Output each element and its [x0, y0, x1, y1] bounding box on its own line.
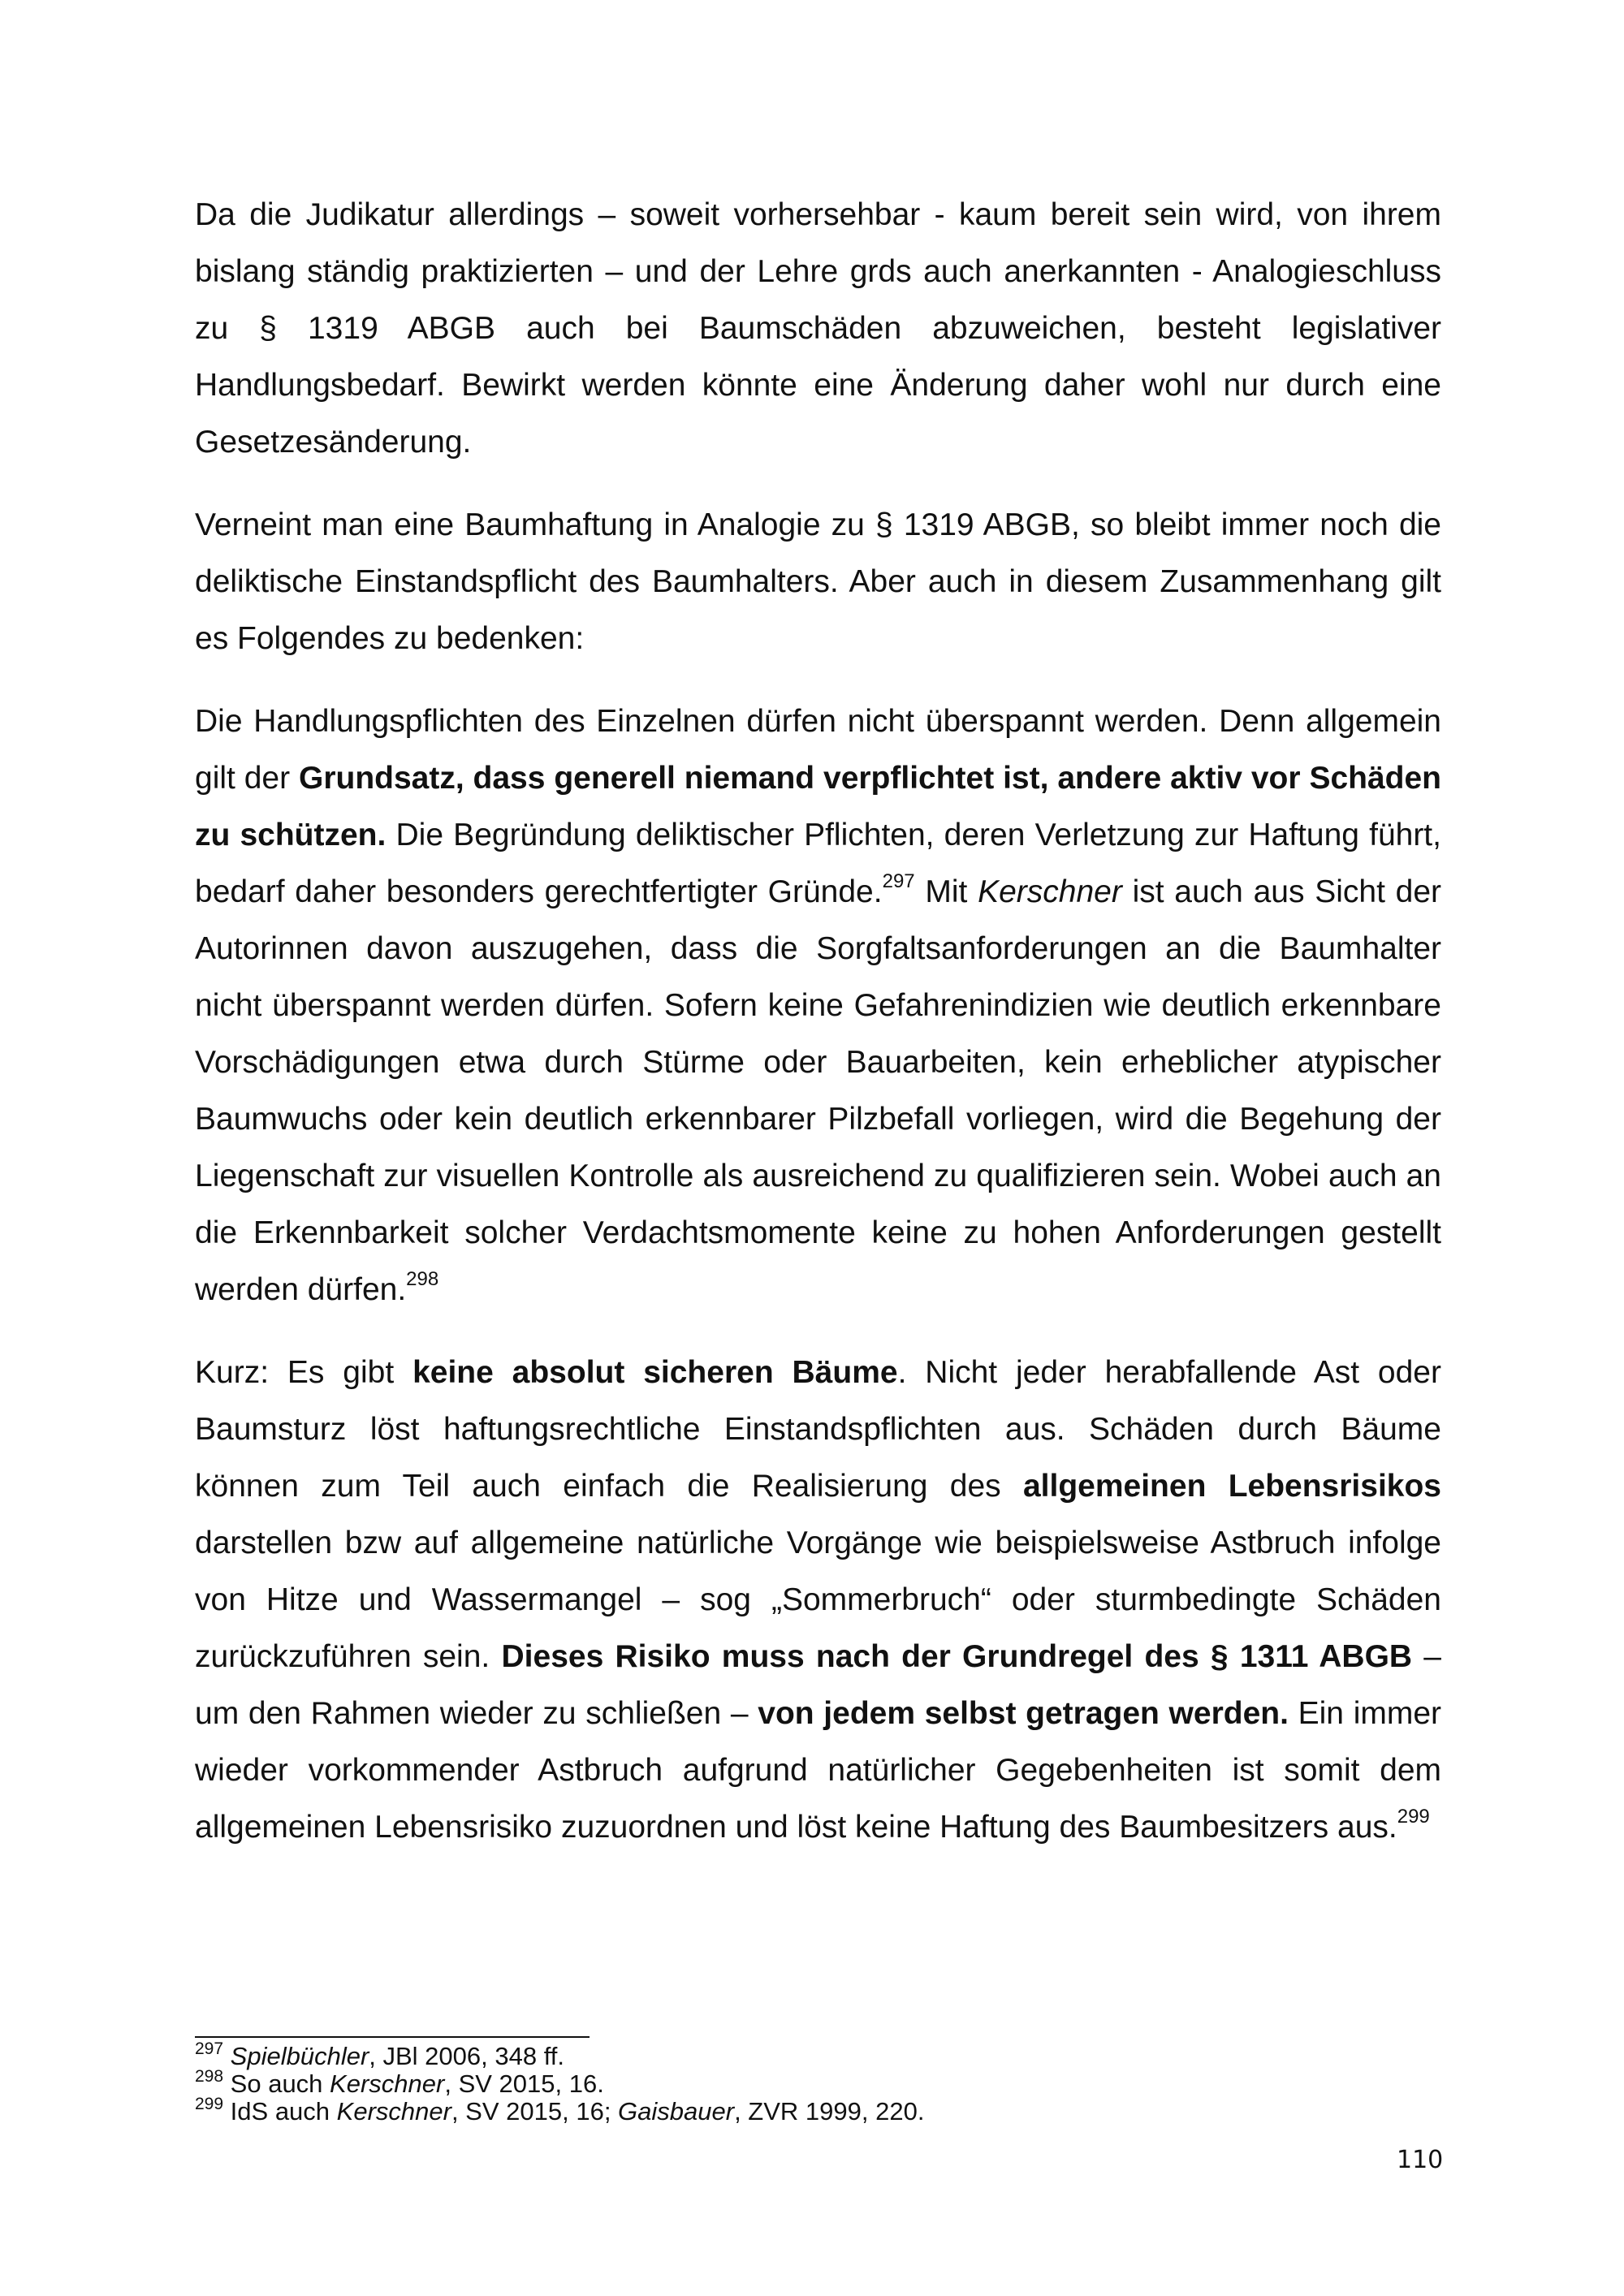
text-run: Die Begründung deliktischer Pflichten, deren Verletzung zur Haftung führt, bedarf daher besonders gerechtfertigter Gründe. — [195, 818, 1441, 909]
paragraph — [195, 497, 1441, 667]
text-run: Verneint man eine Baumhaftung in Analogie zu § 1319 ABGB, so bleibt immer noch die deliktische Einstandspflicht des Baumhalters. Aber auch in diesem Zusammenhang gilt es Folgendes zu bedenken: — [195, 507, 1441, 656]
text-run: , SV 2015, 16. — [444, 2069, 604, 2098]
italic-text: Kerschner — [330, 2069, 445, 2098]
text-run: Da die Judikatur allerdings – soweit vorhersehbar - kaum bereit sein wird, von ihrem bislang ständig praktizierten – und der Lehre grds auch anerkannten - Analogieschluss zu § 1319 ABGB auch bei Baumschäden abzuweichen, besteht legislativer Handlungsbedarf. Bewirkt werden könnte eine Änderung daher wohl nur durch eine Gesetzesänderung. — [195, 197, 1441, 460]
paragraph — [195, 693, 1441, 1318]
footnote-reference: 299 — [1397, 1806, 1430, 1828]
page-number: 110 — [1397, 2146, 1444, 2174]
text-run: Ein immer wieder vorkommender Astbruch aufgrund natürlicher Gegebenheiten ist somit dem allgemeinen Lebensrisiko zuzuordnen und löst keine Haftung des Baumbesitzers aus. — [195, 1696, 1442, 1845]
footnote-number: 298 — [195, 2066, 224, 2086]
paragraph — [195, 187, 1441, 471]
footnote-number: 299 — [195, 2094, 224, 2113]
bold-text: von jedem selbst getragen werden. — [758, 1696, 1289, 1731]
footnote-reference: 298 — [406, 1268, 439, 1290]
text-run: ist auch aus Sicht der Autorinnen davon auszugehen, dass die Sorgfaltsanforderungen an die Baumhalter nicht überspannt werden dürfen. Sofern keine Gefahrenindizien wie deutlich erkennbare Vorschädigungen etwa durch Stürme oder Bauarbeiten, kein erheblicher atypischer Baumwuchs oder kein deutlich erkennbarer Pilzbefall vorliegen, wird die Begehung der Liegenschaft zur visuellen Kontrolle als ausreichend zu qualifizieren sein. Wobei auch an die Erkennbarkeit solcher Verdachtsmomente keine zu hohen Anforderungen gestellt werden dürfen. — [195, 874, 1442, 1307]
italic-text: Gaisbauer — [618, 2097, 735, 2126]
text-run: Kurz: Es gibt — [195, 1355, 413, 1390]
footnote — [195, 2066, 1441, 2098]
footnote — [195, 2094, 1441, 2126]
text-run: IdS auch — [230, 2097, 337, 2126]
italic-text: Kerschner — [336, 2097, 451, 2126]
italic-text: Spielbüchler — [230, 2042, 369, 2070]
text-run: – um den Rahmen wieder zu schließen – — [195, 1639, 1442, 1731]
text-run: . Nicht jeder herabfallende Ast oder Baumsturz löst haftungsrechtliche Einstandspflichten aus. Schäden durch Bäume können zum Teil auch einfach die Realisierung des — [195, 1355, 1441, 1504]
footnotes — [195, 2039, 1441, 2126]
footnote — [195, 2039, 1441, 2070]
footnote-separator — [195, 2036, 590, 2038]
bold-text: keine absolut sicheren Bäume — [412, 1355, 898, 1390]
text-run: Mit — [914, 874, 978, 909]
footnote-reference: 297 — [882, 870, 915, 892]
text-run: , ZVR 1999, 220. — [734, 2097, 925, 2126]
text-run: darstellen bzw auf allgemeine natürliche Vorgänge wie beispielsweise Astbruch infolge von Hitze und Wassermangel – sog „Sommerbruch“ oder sturmbedingte Schäden zurückzuführen sein. — [195, 1526, 1441, 1674]
text-run: So auch — [230, 2069, 330, 2098]
bold-text: Dieses Risiko muss nach der Grundregel des § 1311 ABGB — [501, 1639, 1413, 1674]
text-run: , JBl 2006, 348 ff. — [369, 2042, 564, 2070]
footnote-number: 297 — [195, 2039, 224, 2058]
bold-text: Grundsatz, dass generell niemand verpflichtet ist, andere aktiv vor Schäden zu schützen. — [195, 761, 1441, 852]
text-run: , SV 2015, 16; — [451, 2097, 619, 2126]
text-run: Die Handlungspflichten des Einzelnen dürfen nicht überspannt werden. Denn allgemein gilt der — [195, 704, 1441, 796]
italic-text: Kerschner — [978, 874, 1122, 909]
bold-text: allgemeinen Lebensrisikos — [1022, 1469, 1441, 1504]
paragraph — [195, 1344, 1441, 1856]
body-text — [195, 187, 1441, 1856]
